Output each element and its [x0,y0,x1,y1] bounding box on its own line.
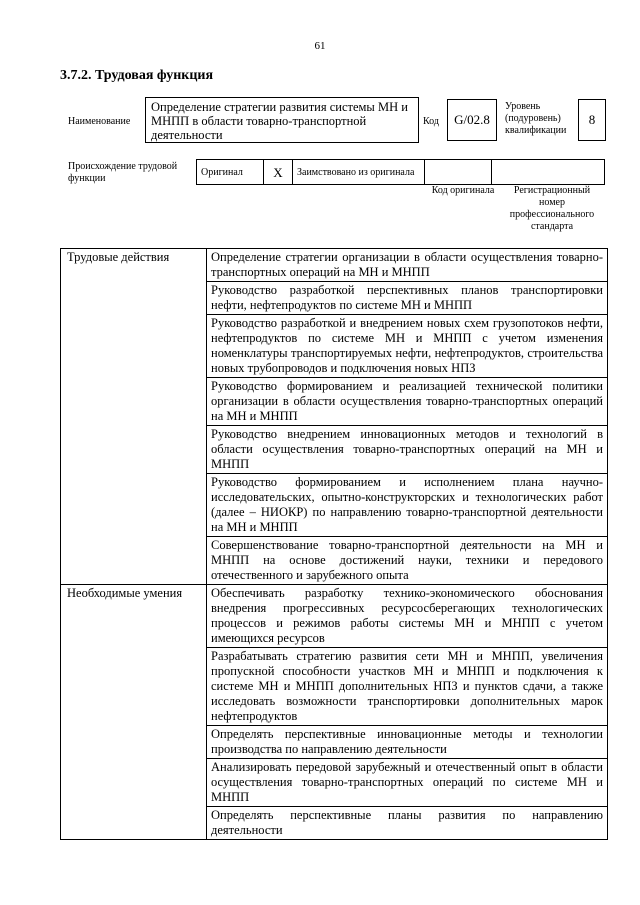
reg-number-caption: Регистрационный номер профессионального стандарта [509,185,595,232]
category-cell: Трудовые действия [61,249,207,585]
list-item: Руководство разработкой перспективных планов транспортировки нефти, нефтепродуктов по системе МН и МНПП [207,282,608,315]
origin-table [196,159,605,185]
functions-table [60,248,608,840]
original-label: Оригинал [197,160,264,185]
reg-number-cell [492,160,605,185]
name-label: Наименование [68,116,131,127]
list-item: Руководство внедрением инновационных методов и технологий в области осуществления товарно-транспортных операций на МН и МНПП [207,426,608,474]
borrowed-label: Заимствовано из оригинала [293,160,425,185]
origin-label: Происхождение трудовой функции [68,161,178,184]
list-item: Определение стратегии организации в области осуществления товарно-транспортных операций на МН и МНПП [207,249,608,282]
list-item: Анализировать передовой зарубежный и отечественный опыт в области осуществления товарно-транспортных операций по системе МН и МНПП [207,759,608,807]
level-label: Уровень (подуровень) квалификации [505,101,567,136]
function-code-box: G/02.8 [447,99,497,141]
code-label: Код [423,116,439,127]
list-item: Руководство формированием и исполнением плана научно-исследовательских, опытно-конструкторских и технологических работ (далее – НИОКР) по направлению товарно-транспортной деятельности на МН и МНПП [207,474,608,537]
table-row [61,249,608,282]
list-item: Руководство формированием и реализацией технической политики организации в области осуществления товарно-транспортных операций на МН и МНПП [207,378,608,426]
table-row [61,585,608,648]
list-item: Обеспечивать разработку технико-экономического обоснования внедрения прогрессивных ресурсосберегающих технологических процессов и режимов работы системы МН и МНПП с учетом имеющихся ресурсов [207,585,608,648]
list-item: Определять перспективные планы развития по направлению деятельности [207,807,608,840]
list-item: Руководство разработкой и внедрением новых схем грузопотоков нефти, нефтепродуктов по системе МН и МНПП с учетом изменения номенклатуры транспортируемых нефти, нефтепродуктов, строительства новых трубопроводов и подключения новых НПЗ [207,315,608,378]
level-value-box: 8 [578,99,606,141]
list-item: Определять перспективные инновационные методы и технологии производства по направлению деятельности [207,726,608,759]
list-item: Разрабатывать стратегию развития сети МН и МНПП, увеличения пропускной способности участков МН и МНПП и подключения к системе МН и МНПП дополнительных НПЗ и пунктов сдачи, а также исследовать возможности транспортировки дополнительных марок нефтепродуктов [207,648,608,726]
page-number: 61 [314,40,326,52]
category-cell: Необходимые умения [61,585,207,840]
list-item: Совершенствование товарно-транспортной деятельности на МН и МНПП на основе достижений науки, техники и передового отечественного и зарубежного опыта [207,537,608,585]
section-title: 3.7.2. Трудовая функция [60,68,214,83]
function-name-box: Определение стратегии развития системы МН и МНПП в области товарно-транспортной деятельности [145,97,419,143]
code-original-caption: Код оригинала [431,185,495,196]
code-original-cell [425,160,492,185]
original-mark: X [264,160,293,185]
